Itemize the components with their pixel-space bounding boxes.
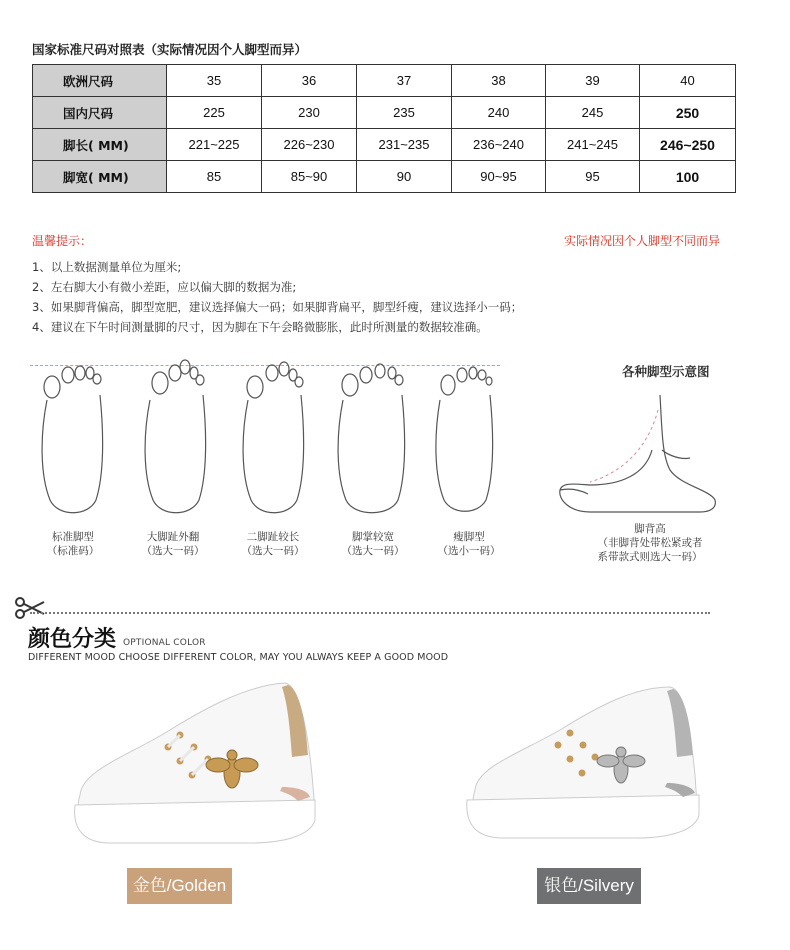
arch-label-line: 系带款式则选大一码） — [597, 551, 703, 563]
foot-type-advice: （选大一码） — [241, 545, 305, 557]
table-cell: 90 — [357, 161, 452, 193]
colors-subtitle: OPTIONAL COLOR — [123, 638, 206, 648]
foot-type-advice: （标准码） — [46, 545, 100, 557]
table-cell: 241~245 — [546, 129, 640, 161]
tips-note: 实际情况因个人脚型不同而异 — [563, 234, 720, 248]
arch-label-line: （非脚背处带松紧或者 — [597, 537, 703, 549]
table-cell: 226~230 — [262, 129, 357, 161]
cut-line — [30, 612, 710, 614]
diagram-title: 各种脚型示意图 — [622, 364, 710, 379]
table-cell: 235 — [357, 97, 452, 129]
foot-type-name: 标准脚型 — [52, 531, 94, 543]
table-cell: 35 — [167, 65, 262, 97]
colors-description: DIFFERENT MOOD CHOOSE DIFFERENT COLOR, MAY YOU ALWAYS KEEP A GOOD MOOD — [28, 652, 449, 663]
golden-sneaker-image — [60, 675, 330, 865]
foot-outline-bunion — [145, 360, 206, 513]
tip-item: 2、左右脚大小有微小差距，应以偏大脚的数据为准; — [32, 280, 297, 294]
silver-sneaker-image — [455, 675, 715, 860]
foot-type-name: 瘦脚型 — [453, 531, 485, 543]
color-option-golden[interactable]: 金色/Golden — [127, 868, 232, 904]
table-cell: 230 — [262, 97, 357, 129]
color-option-silvery[interactable]: 银色/Silvery — [537, 868, 641, 904]
scissors-icon — [14, 596, 48, 622]
table-row — [33, 97, 736, 129]
foot-outline-standard — [42, 366, 103, 513]
table-cell: 245 — [546, 97, 640, 129]
table-cell: 221~225 — [167, 129, 262, 161]
table-row — [33, 161, 736, 193]
table-cell: 231~235 — [357, 129, 452, 161]
foot-outline-long-second-toe — [243, 362, 304, 513]
table-cell: 36 — [262, 65, 357, 97]
arch-label — [560, 522, 740, 564]
foot-outline-wide — [338, 364, 405, 513]
table-cell: 90~95 — [452, 161, 546, 193]
tip-item: 1、以上数据测量单位为厘米; — [32, 260, 182, 274]
foot-type-advice: （选大一码） — [141, 545, 205, 557]
colors-title: 颜色分类 — [28, 627, 117, 652]
tip-item: 3、如果脚背偏高，脚型宽肥，建议选择偏大一码；如果脚背扁平，脚型纤瘦，建议选择小一码； — [32, 300, 523, 314]
table-row — [33, 65, 736, 97]
table-cell: 85 — [167, 161, 262, 193]
size-chart-table — [32, 64, 736, 193]
table-row — [33, 129, 736, 161]
table-cell: 85~90 — [262, 161, 357, 193]
foot-type-name: 二脚趾较长 — [246, 531, 300, 543]
row-header: 脚宽( MM) — [33, 161, 167, 193]
foot-type-bunion — [118, 530, 228, 558]
foot-type-name: 脚掌较宽 — [352, 531, 394, 543]
row-header: 欧洲尺码 — [33, 65, 167, 97]
arch-label-title: 脚背高 — [634, 523, 666, 535]
table-cell: 38 — [452, 65, 546, 97]
foot-type-advice: （选小一码） — [437, 545, 501, 557]
tips-title: 温馨提示： — [32, 234, 93, 248]
size-chart-title: 国家标准尺码对照表（实际情况因个人脚型而异） — [32, 42, 308, 57]
foot-type-wide — [318, 530, 428, 558]
table-cell: 225 — [167, 97, 262, 129]
tip-item: 4、建议在下午时间测量脚的尺寸，因为脚在下午会略微膨胀，此时所测量的数据较准确。 — [32, 320, 488, 334]
table-cell: 39 — [546, 65, 640, 97]
table-cell: 240 — [452, 97, 546, 129]
table-cell: 40 — [640, 65, 736, 97]
table-cell: 246~250 — [640, 129, 736, 161]
table-cell: 250 — [640, 97, 736, 129]
table-cell: 236~240 — [452, 129, 546, 161]
foot-shapes — [0, 355, 540, 525]
foot-type-advice: （选大一码） — [341, 545, 405, 557]
foot-type-long-second-toe — [218, 530, 328, 558]
foot-type-name: 大脚趾外翻 — [146, 531, 200, 543]
side-foot-diagram — [550, 390, 730, 520]
row-header: 国内尺码 — [33, 97, 167, 129]
foot-type-slim — [414, 530, 524, 558]
foot-type-standard — [18, 530, 128, 558]
table-cell: 100 — [640, 161, 736, 193]
row-header: 脚长( MM) — [33, 129, 167, 161]
foot-outline-slim — [436, 367, 493, 511]
table-cell: 37 — [357, 65, 452, 97]
table-cell: 95 — [546, 161, 640, 193]
